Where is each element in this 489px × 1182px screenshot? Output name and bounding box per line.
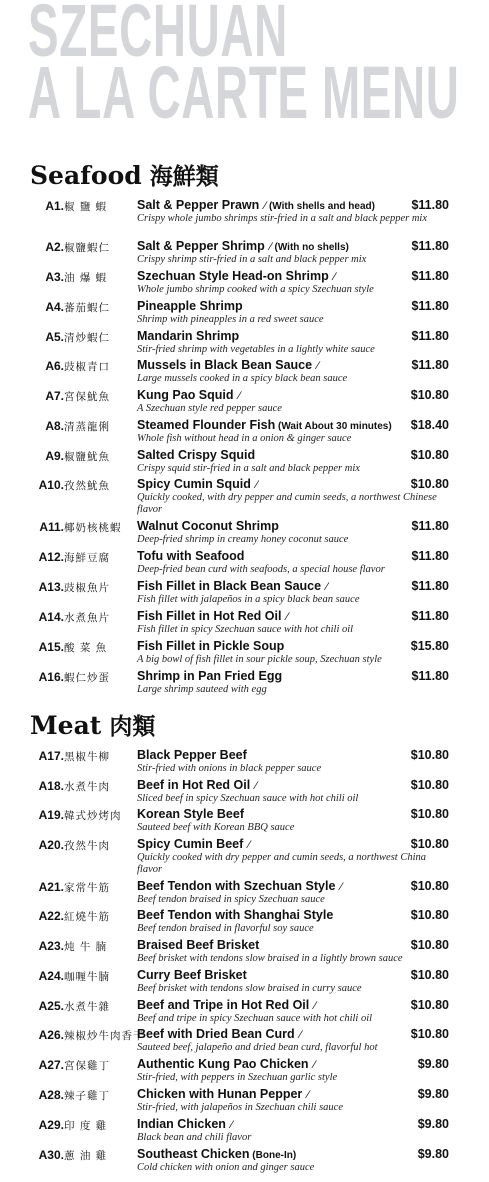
item-description: Large shrimp sauteed with egg	[137, 684, 267, 695]
item-description: Beef and tripe in spicy Szechuan sauce with hot chili oil	[137, 1013, 373, 1024]
item-name	[137, 579, 328, 593]
item-description: Quickly cooked, with dry pepper and cumin seeds, a northwest Chinese flavor	[137, 492, 437, 515]
item-description: Beef brisket with tendons slow braised in curry sauce	[137, 983, 362, 994]
item-name	[137, 998, 316, 1012]
item-name	[137, 879, 342, 893]
item-code: A21.	[38, 880, 64, 894]
item-price: $18.40	[410, 418, 449, 432]
section-title-meat	[30, 708, 155, 741]
item-name	[137, 358, 319, 372]
item-code: A16.	[38, 670, 64, 684]
item-code: A26.	[38, 1028, 64, 1042]
item-code: A24.	[38, 969, 64, 983]
item-name-text: Salt & Pepper Prawn	[137, 198, 260, 212]
item-chinese-name: 椒鹽魷魚	[64, 451, 110, 463]
item-description: Fish fillet in spicy Szechuan sauce with hot chili oil	[137, 624, 354, 635]
item-description: Stir-fried shrimp with vegetables in a lightly white sauce	[137, 344, 375, 355]
item-price: $9.80	[417, 1147, 449, 1161]
item-chinese-name: 椒 鹽 蝦	[64, 201, 108, 213]
item-price: $11.80	[411, 269, 449, 283]
item-price: $11.80	[411, 329, 449, 343]
item-price: $9.80	[417, 1057, 449, 1071]
item-name-text: Steamed Flounder Fish	[137, 418, 276, 432]
item-name	[137, 388, 240, 402]
item-name-text: Beef and Tripe in Hot Red Oil	[137, 998, 310, 1012]
item-code: A27.	[38, 1058, 64, 1072]
item-note: (Bone-In)	[249, 1150, 297, 1161]
chili-pepper-icon: ∕	[235, 390, 241, 402]
item-chinese-name: 咖喱牛腩	[64, 971, 110, 983]
chili-pepper-icon: ∕	[304, 1089, 310, 1101]
chili-pepper-icon: ∕	[311, 1000, 317, 1012]
item-price: $11.80	[411, 239, 449, 253]
item-name-text: Salt & Pepper Shrimp	[137, 239, 265, 253]
section-title-seafood	[30, 158, 219, 191]
item-price: $10.80	[410, 879, 449, 893]
item-description: Crispy whole jumbo shrimps stir-fried in a salt and black pepper mix	[137, 213, 427, 224]
item-name	[137, 519, 279, 533]
item-code: A13.	[38, 580, 64, 594]
item-description: Cold chicken with onion and ginger sauce	[137, 1162, 315, 1173]
item-chinese-name: 豉椒魚片	[64, 582, 110, 594]
item-price: $10.80	[410, 968, 449, 982]
item-price: $10.80	[410, 998, 449, 1012]
item-name-text: Spicy Cumin Squid	[137, 477, 251, 491]
item-description: Beef tendon braised in spicy Szechuan sauce	[137, 894, 325, 905]
item-code: A6.	[45, 359, 64, 373]
item-name-text: Beef with Dried Bean Curd	[137, 1027, 295, 1041]
item-name	[137, 669, 282, 683]
chili-pepper-icon: ∕	[310, 1059, 316, 1071]
chili-pepper-icon: ∕	[323, 581, 328, 593]
item-chinese-name: 清蒸龍俐	[64, 421, 110, 433]
item-price: $11.80	[411, 669, 449, 683]
item-name	[137, 1027, 302, 1041]
item-note: (Wait About 30 minutes)	[275, 421, 392, 432]
item-name-text: Fish Fillet in Pickle Soup	[137, 639, 285, 653]
item-chinese-name: 家常牛筋	[64, 882, 110, 894]
item-name	[137, 418, 392, 432]
item-chinese-name: 蝦仁炒蛋	[64, 672, 110, 684]
chili-pepper-icon: ∕	[227, 1119, 233, 1131]
item-price: $11.80	[411, 299, 449, 313]
item-chinese-name: 水煮牛肉	[64, 781, 110, 793]
item-price: $10.80	[410, 837, 449, 851]
item-price: $11.80	[411, 519, 449, 533]
item-name-text: Authentic Kung Pao Chicken	[137, 1057, 309, 1071]
item-description: A Szechuan style red pepper sauce	[137, 403, 282, 414]
item-code: A28.	[38, 1088, 64, 1102]
item-name-text: Beef Tendon with Szechuan Style	[137, 879, 336, 893]
item-code: A12.	[38, 550, 64, 564]
item-chinese-name: 油 爆 蝦	[64, 272, 108, 284]
item-chinese-name: 孜然魷魚	[64, 480, 110, 492]
item-name	[137, 448, 255, 462]
item-price: $11.80	[411, 549, 449, 563]
item-code: A15.	[38, 640, 64, 654]
item-name-text: Walnut Coconut Shrimp	[137, 519, 279, 533]
section-title-text: Seafood	[30, 161, 142, 190]
item-code: A14.	[38, 610, 64, 624]
item-code: A18.	[38, 779, 64, 793]
item-name-text: Curry Beef Brisket	[137, 968, 247, 982]
item-description: Stir-fried with onions in black pepper sauce	[137, 763, 322, 774]
section-title-zh: 肉類	[109, 713, 156, 740]
item-code: A3.	[45, 270, 64, 284]
chili-pepper-icon: ∕	[252, 780, 258, 792]
item-chinese-name: 蕃茄蝦仁	[64, 302, 110, 314]
item-price: $10.80	[410, 748, 449, 762]
item-name	[137, 1117, 233, 1131]
item-code: A5.	[45, 330, 64, 344]
item-name	[137, 778, 257, 792]
item-name-text: Spicy Cumin Beef	[137, 837, 244, 851]
item-price: $10.80	[410, 807, 449, 821]
item-chinese-name: 印 度 雞	[64, 1120, 108, 1132]
item-name-text: Black Pepper Beef	[137, 748, 247, 762]
item-price: $10.80	[410, 908, 449, 922]
item-price: $9.80	[417, 1117, 449, 1131]
item-chinese-name: 炖 牛 腩	[64, 941, 108, 953]
item-name	[137, 198, 375, 212]
item-chinese-name: 宮保魷魚	[64, 391, 110, 403]
item-description: Whole jumbo shrimp cooked with a spicy Szechuan style	[137, 284, 374, 295]
chili-pepper-icon: ∕	[252, 479, 258, 491]
item-chinese-name: 海鮮豆腐	[64, 552, 110, 564]
item-code: A20.	[38, 838, 64, 852]
item-description: Shrimp with pineapples in a red sweet sauce	[137, 314, 324, 325]
item-name	[137, 908, 333, 922]
item-chinese-name: 椒鹽蝦仁	[64, 242, 110, 254]
item-price: $11.80	[411, 609, 449, 623]
item-chinese-name: 宮保雞丁	[64, 1060, 110, 1072]
item-name-text: Chicken with Hunan Pepper	[137, 1087, 303, 1101]
item-code: A29.	[38, 1118, 64, 1132]
item-name	[137, 1147, 296, 1161]
item-description: Black bean and chili flavor	[137, 1132, 252, 1143]
item-name	[137, 837, 250, 851]
item-name-text: Indian Chicken	[137, 1117, 226, 1131]
item-price: $11.80	[411, 358, 449, 372]
item-description: Crispy shrimp stir-fried in a salt and black pepper mix	[137, 254, 367, 265]
item-description: Stir-fried, with jalapeños in Szechuan chili sauce	[137, 1102, 343, 1113]
item-name-text: Fish Fillet in Hot Red Oil	[137, 609, 282, 623]
item-name-text: Korean Style Beef	[137, 807, 244, 821]
item-chinese-name: 水煮牛雜	[64, 1001, 110, 1013]
section-title-text: Meat	[30, 711, 102, 740]
item-name	[137, 477, 258, 491]
item-description: Whole fish without head in a onion & ginger sauce	[137, 433, 352, 444]
item-code: A17.	[38, 749, 64, 763]
item-chinese-name: 辣子雞丁	[64, 1090, 110, 1102]
item-name	[137, 968, 247, 982]
item-name-text: Szechuan Style Head-on Shrimp	[137, 269, 329, 283]
hero-line-1: SZECHUAN	[28, 0, 288, 72]
item-name	[137, 807, 244, 821]
item-name-text: Shrimp in Pan Fried Egg	[137, 669, 283, 683]
section-title-zh: 海鮮類	[149, 163, 219, 190]
item-chinese-name: 辣椒炒牛肉香干	[64, 1030, 145, 1042]
item-price: $10.80	[410, 477, 449, 491]
item-chinese-name: 清炒蝦仁	[64, 332, 110, 344]
item-chinese-name: 水煮魚片	[64, 612, 110, 624]
item-code: A25.	[38, 999, 64, 1013]
item-name	[137, 1087, 309, 1101]
item-price: $10.80	[410, 388, 449, 402]
item-name	[137, 329, 239, 343]
chili-pepper-icon: ∕	[245, 839, 251, 851]
item-price: $11.80	[411, 198, 449, 212]
item-name	[137, 299, 243, 313]
item-price: $11.80	[411, 579, 449, 593]
item-name-text: Mussels in Black Bean Sauce	[137, 358, 313, 372]
item-description: Stir-fried, with peppers in Szechuan garlic style	[137, 1072, 338, 1083]
item-note: (With shells and head)	[266, 201, 375, 212]
item-name-text: Beef Tendon with Shanghai Style	[137, 908, 334, 922]
item-price: $10.80	[410, 938, 449, 952]
item-name	[137, 269, 336, 283]
item-name	[137, 1057, 315, 1071]
item-description: Quickly cooked with dry pepper and cumin seeds, a northwest China flavor	[137, 852, 426, 875]
item-chinese-name: 豉椒青口	[64, 361, 110, 373]
item-description: Crispy squid stir-fried in a salt and black pepper mix	[137, 463, 360, 474]
item-code: A7.	[45, 389, 64, 403]
chili-pepper-icon: ∕	[261, 200, 267, 212]
item-chinese-name: 蔥 油 雞	[64, 1150, 108, 1162]
item-description: Beef tendon braised in flavorful soy sauce	[137, 923, 314, 934]
item-price: $15.80	[410, 639, 449, 653]
item-description: Deep-fried bean curd with seafoods, a special house flavor	[137, 564, 385, 575]
item-code: A9.	[45, 449, 64, 463]
item-description: Sauteed beef, jalapeño and dried bean curd, flavorful hot	[137, 1042, 378, 1053]
item-price: $10.80	[410, 448, 449, 462]
item-name	[137, 938, 259, 952]
item-code: A22.	[38, 909, 64, 923]
item-name	[137, 239, 349, 253]
item-description: Beef brisket with tendons slow braised in a lightly brown sauce	[137, 953, 403, 964]
item-code: A19.	[38, 808, 64, 822]
item-name-text: Southeast Chicken	[137, 1147, 250, 1161]
item-chinese-name: 酸 菜 魚	[64, 642, 108, 654]
item-chinese-name: 孜然牛肉	[64, 840, 110, 852]
item-code: A10.	[38, 478, 64, 492]
item-chinese-name: 紅燒牛筋	[64, 911, 110, 923]
chili-pepper-icon: ∕	[283, 611, 289, 623]
item-description: Fish fillet with jalapeños in a spicy black bean sauce	[137, 594, 360, 605]
item-code: A30.	[38, 1148, 64, 1162]
item-code: A8.	[45, 419, 64, 433]
hero-line-2: A LA CARTE MENU	[28, 51, 460, 134]
item-name-text: Kung Pao Squid	[137, 388, 234, 402]
item-description: Sliced beef in spicy Szechuan sauce with hot chili oil	[137, 793, 359, 804]
chili-pepper-icon: ∕	[337, 881, 343, 893]
item-description: A big bowl of fish fillet in sour pickle soup, Szechuan style	[137, 654, 382, 665]
item-chinese-name: 椰奶核桃蝦	[64, 522, 122, 534]
item-price: $9.80	[417, 1087, 449, 1101]
chili-pepper-icon: ∕	[330, 271, 336, 283]
item-description: Large mussels cooked in a spicy black bean sauce	[137, 373, 348, 384]
item-code: A1.	[45, 199, 64, 213]
item-note: (With no shells)	[271, 242, 349, 253]
item-price: $10.80	[410, 1027, 449, 1041]
item-description: Deep-fried shrimp in creamy honey coconut sauce	[137, 534, 349, 545]
item-name-text: Beef in Hot Red Oil	[137, 778, 251, 792]
item-description: Sauteed beef with Korean BBQ sauce	[137, 822, 295, 833]
item-name-text: Tofu with Seafood	[137, 549, 245, 563]
item-name-text: Braised Beef Brisket	[137, 938, 260, 952]
item-name	[137, 609, 288, 623]
item-name-text: Pineapple Shrimp	[137, 299, 243, 313]
item-code: A23.	[38, 939, 64, 953]
item-name	[137, 549, 244, 563]
item-code: A4.	[45, 300, 64, 314]
item-name	[137, 748, 247, 762]
chili-pepper-icon: ∕	[314, 360, 319, 372]
item-name-text: Fish Fillet in Black Bean Sauce	[137, 579, 322, 593]
item-name	[137, 639, 284, 653]
item-code: A2.	[45, 240, 64, 254]
item-name-text: Mandarin Shrimp	[137, 329, 240, 343]
chili-pepper-icon: ∕	[266, 241, 272, 253]
item-chinese-name: 韓式炒烤肉	[64, 810, 122, 822]
item-code: A11.	[39, 520, 64, 534]
chili-pepper-icon: ∕	[296, 1029, 302, 1041]
item-name-text: Salted Crispy Squid	[137, 448, 256, 462]
item-chinese-name: 黑椒牛柳	[64, 751, 110, 763]
hero-title	[28, 0, 460, 134]
item-price: $10.80	[410, 778, 449, 792]
